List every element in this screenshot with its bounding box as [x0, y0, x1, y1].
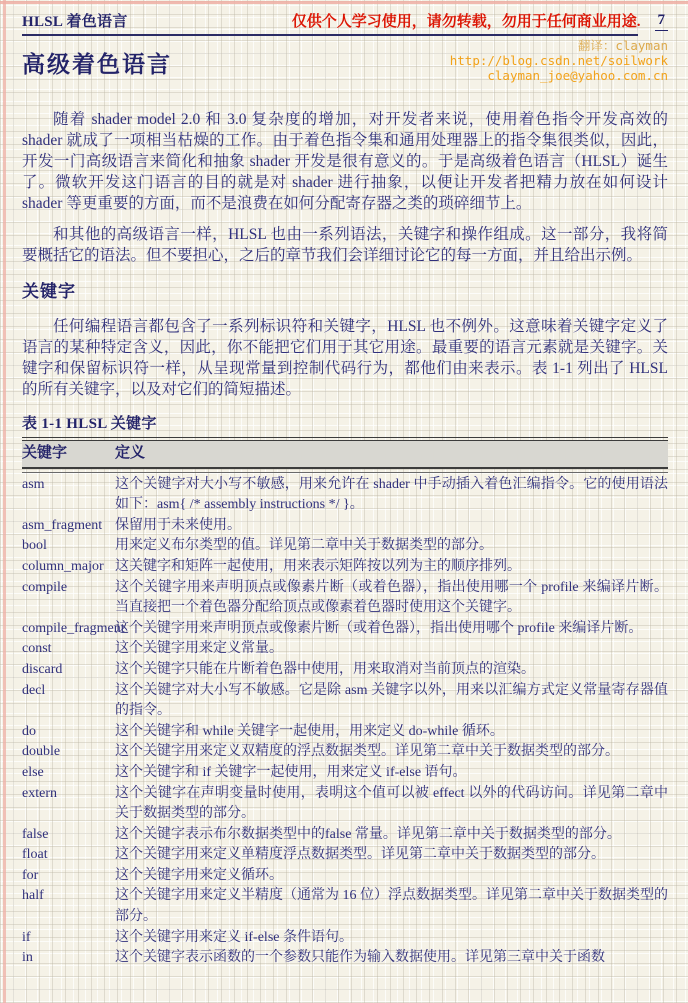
- keyword-cell: compile: [22, 579, 68, 595]
- table-row: [22, 784, 668, 825]
- keyword-cell: compile_fragment: [22, 620, 125, 636]
- keyword-table: [22, 437, 668, 969]
- definition-cell: 这个关键字表示布尔数据类型中的false 常量。详见第二章中关于数据类型的部分。: [115, 826, 621, 842]
- keyword-cell: if: [22, 929, 31, 945]
- keyword-cell: const: [22, 641, 52, 657]
- keyword-cell: double: [22, 744, 61, 760]
- paragraph-intro-2: 和其他的高级语言一样，HLSL 也由一系列语法，关键字和操作组成。这一部分，我将简要概括它的语法。但不要担心，之后的章节我们会详细讨论它的每一方面，并且给出示例。: [22, 226, 668, 264]
- keyword-cell: asm_fragment: [22, 517, 103, 533]
- column-header-definition: 定义: [115, 445, 146, 461]
- keyword-cell: float: [22, 847, 48, 863]
- table-row: [22, 578, 668, 619]
- table-row: [22, 660, 668, 681]
- keyword-cell: extern: [22, 785, 57, 801]
- table-caption: 表 1-1 HLSL 关键字: [22, 416, 157, 432]
- table-row: [22, 948, 668, 969]
- table-row: [22, 845, 668, 866]
- email-address: clayman_joe@yahoo.com.cn: [487, 68, 668, 83]
- keyword-cell: in: [22, 950, 33, 966]
- definition-cell: 这个关键字用来定义 if-else 条件语句。: [115, 929, 353, 945]
- header-rule: [22, 34, 638, 36]
- section-heading-keywords: 关键字: [22, 282, 76, 301]
- table-row: [22, 722, 668, 743]
- table-row: [22, 619, 668, 640]
- definition-cell: 这个关键字用来定义常量。: [115, 641, 283, 657]
- chapter-title: 高级着色语言: [22, 52, 172, 77]
- table-row: [22, 516, 668, 537]
- blog-url: http://blog.csdn.net/soilwork: [449, 53, 668, 68]
- definition-cell: 这关键字和矩阵一起使用，用来表示矩阵按以列为主的顺序排列。: [115, 558, 521, 574]
- paragraph-intro-1: 随着 shader model 2.0 和 3.0 复杂度的增加，对开发者来说，使用着色指令开发高效的 shader 就成了一项相当枯燥的工作。由于着色指令集和通用处理器上的指令集很类似，因此，开发一门高级语言来简化和抽象 shader 开发是很有意义的。于是高级着色语言（HLSL）诞生了。微软开发这门语言的目的就是对 shader 进行抽象，以便让开发者把精力放在如何设计 shader 等更重要的方面，而不是浪费在如何分配寄存器之类的琐碎细节上。: [22, 111, 668, 212]
- definition-cell: 这个关键字用来声明顶点或像素片断（或着色器），指出使用哪个 profile 来编译片断。: [115, 620, 643, 636]
- column-header-keyword: 关键字: [22, 445, 68, 461]
- definition-cell: 这个关键字和 while 关键字一起使用，用来定义 do-while 循环。: [115, 723, 504, 739]
- table-row: [22, 825, 668, 846]
- table-row: [22, 763, 668, 784]
- keyword-table-body: [22, 473, 668, 969]
- keyword-cell: for: [22, 867, 39, 883]
- keyword-cell: half: [22, 888, 44, 904]
- keyword-cell: bool: [22, 538, 47, 554]
- keyword-cell: discard: [22, 661, 63, 677]
- definition-cell: 这个关键字用来定义单精度浮点数据类型。详见第二章中关于数据类型的部分。: [115, 847, 605, 863]
- keyword-cell: false: [22, 826, 49, 842]
- definition-cell: 这个关键字用来定义循环。: [115, 867, 283, 883]
- page-number: 7: [655, 12, 669, 31]
- keyword-cell: column_major: [22, 558, 104, 574]
- running-header: [22, 10, 668, 31]
- keyword-cell: decl: [22, 682, 46, 698]
- copyright-notice: 仅供个人学习使用，请勿转载，勿用于任何商业用途.: [291, 14, 641, 30]
- definition-cell: 这个关键字和 if 关键字一起使用，用来定义 if-else 语句。: [115, 764, 467, 780]
- definition-cell: 用来定义布尔类型的值。详见第二章中关于数据类型的部分。: [115, 538, 493, 554]
- definition-cell: 保留用于未来使用。: [115, 517, 241, 533]
- table-row: [22, 742, 668, 763]
- definition-cell: 这个关键字表示函数的一个参数只能作为输入数据使用。详见第三章中关于函数: [115, 950, 605, 966]
- table-row: [22, 681, 668, 722]
- table-row: [22, 928, 668, 949]
- definition-cell: 这个关键字用来声明顶点或像素片断（或着色器），指出使用哪一个 profile 来编译片断。当直接把一个着色器分配给顶点或像素着色器时使用这个关键字。: [115, 579, 668, 616]
- table-row: [22, 475, 668, 516]
- table-row: [22, 866, 668, 887]
- table-row: [22, 536, 668, 557]
- translator-credit: 翻译：clayman: [577, 38, 668, 53]
- definition-cell: 这个关键字用来定义半精度（通常为 16 位）浮点数据类型。详见第二章中关于数据类型的部分。: [115, 888, 668, 925]
- definition-cell: 这个关键字用来定义双精度的浮点数据类型。详见第二章中关于数据类型的部分。: [115, 744, 619, 760]
- running-header-title: HLSL 着色语言: [22, 14, 128, 30]
- keyword-cell: do: [22, 723, 36, 739]
- definition-cell: 这个关键字只能在片断着色器中使用，用来取消对当前顶点的渲染。: [115, 661, 535, 677]
- keyword-cell: asm: [22, 476, 45, 492]
- table-row: [22, 886, 668, 927]
- definition-cell: 这个关键字在声明变量时使用，表明这个值可以被 effect 以外的代码访问。详见第二章中关于数据类型的部分。: [115, 785, 668, 822]
- definition-cell: 这个关键字对大小写不敏感。它是除 asm 关键字以外，用来以汇编方式定义常量寄存器值的指令。: [115, 682, 668, 719]
- table-row: [22, 557, 668, 578]
- keyword-cell: else: [22, 764, 44, 780]
- paragraph-keywords: 任何编程语言都包含了一系列标识符和关键字，HLSL 也不例外。这意味着关键字定义了语言的某种特定含义，因此，你不能把它们用于其它用途。最重要的语言元素就是关键字。关键字和保留标识符一样，从呈现常量到控制代码行为，都他们由来表示。表 1-1 列出了 HLSL 的所有关键字，以及对它们的简短描述。: [22, 318, 668, 398]
- table-header-row: [22, 441, 668, 467]
- table-row: [22, 639, 668, 660]
- definition-cell: 这个关键字对大小写不敏感，用来允许在 shader 中手动插入着色汇编指令。它的使用语法如下：asm{ /* assembly instructions */ }。: [115, 476, 668, 513]
